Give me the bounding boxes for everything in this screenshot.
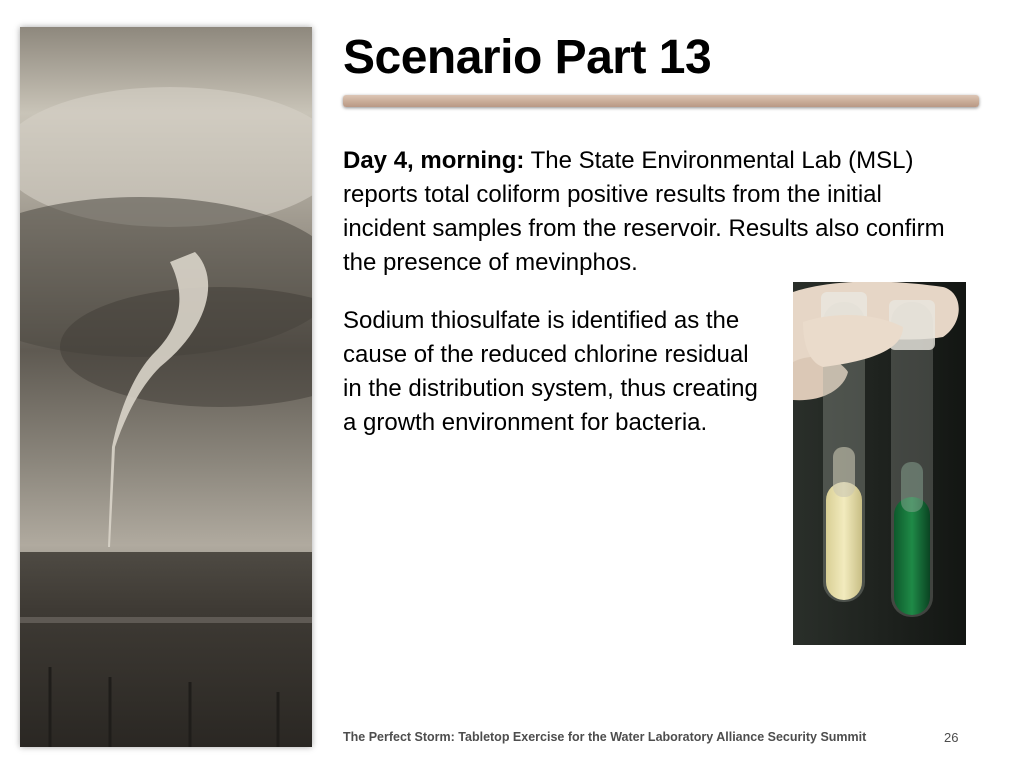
- paragraph-lead: Day 4, morning:: [343, 147, 525, 174]
- tornado-photo: [20, 27, 312, 747]
- paragraph-text: The State Environmental Lab (MSL) reports total coliform positive results from the initial incident samples from the reservoir. Results also confirm the presence of mevinphos.: [343, 147, 945, 276]
- page-number: 26: [944, 730, 959, 745]
- test-tubes-photo: [793, 282, 966, 645]
- paragraph-thiosulfate: Sodium thiosulfate is identified as the cause of the reduced chlorine residual in the distribution system, thus creating a growth environment for bacteria.: [343, 307, 758, 436]
- title-divider: [343, 95, 979, 107]
- footer-text: The Perfect Storm: Tabletop Exercise for the Water Laboratory Alliance Security Summit: [343, 730, 867, 744]
- paragraph-day4: [343, 144, 963, 280]
- slide-title: Scenario Part 13: [343, 31, 712, 84]
